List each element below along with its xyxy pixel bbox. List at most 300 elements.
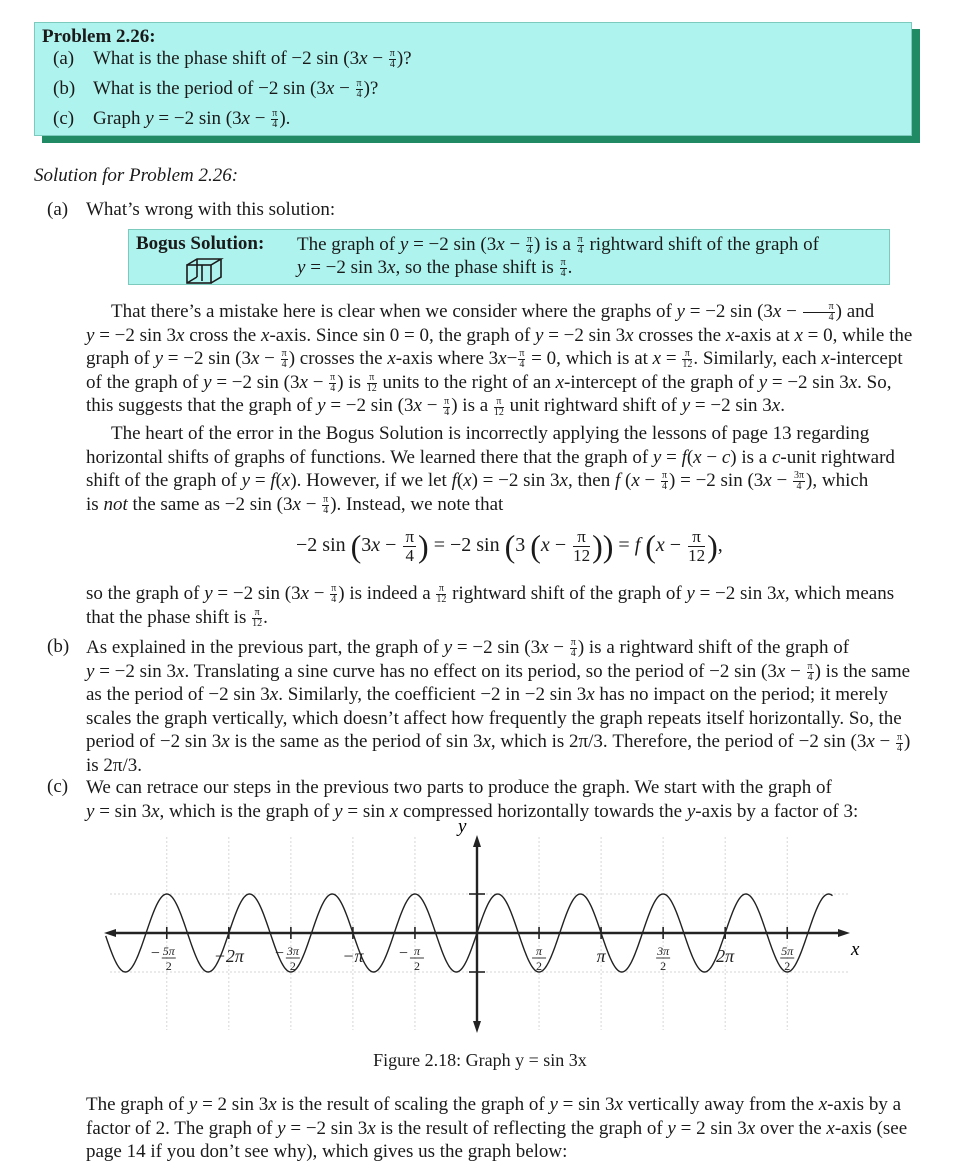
text: The heart of the error in the Bogus Solution is incorrectly applying the lessons of page 13 regarding xyxy=(111,423,870,444)
var: y xyxy=(681,395,691,417)
text: = 2 sin 3 xyxy=(197,1094,269,1115)
var: x xyxy=(848,371,858,393)
text: = −2 sin 3 xyxy=(543,324,626,346)
text: the same as −2 sin (3 xyxy=(127,493,293,515)
num: π xyxy=(356,78,362,90)
text: vertically away from the xyxy=(622,1094,819,1115)
x-tick-label-den: 2 xyxy=(536,959,543,973)
emphasis: not xyxy=(103,493,128,515)
num: π xyxy=(570,637,576,649)
text: period of −2 sin 3 xyxy=(86,731,222,753)
text: ). xyxy=(279,108,291,129)
num: π xyxy=(494,397,504,408)
var: x xyxy=(387,348,396,370)
text: = −2 sin (3 xyxy=(212,583,301,604)
var: x xyxy=(299,371,308,393)
den: 4 xyxy=(796,481,802,493)
text: = −2 sin (3 xyxy=(163,348,251,370)
var: y xyxy=(86,800,95,822)
part-c-label: (c) xyxy=(47,776,69,797)
text: -axis by a factor of 3: xyxy=(695,800,859,822)
num: π xyxy=(526,234,532,246)
var: x xyxy=(625,324,634,346)
text: = xyxy=(250,470,271,492)
text: − xyxy=(664,534,687,557)
fraction xyxy=(322,495,329,516)
var: y xyxy=(676,301,685,322)
text: is the result of scaling the graph of xyxy=(276,1094,550,1115)
text: over the xyxy=(755,1117,827,1139)
text: 3 xyxy=(515,534,526,557)
fraction xyxy=(330,584,337,605)
text: , which is the graph of xyxy=(159,800,335,822)
num: π xyxy=(272,108,278,120)
den: 4 xyxy=(570,648,576,660)
text: -intercept xyxy=(829,348,903,370)
text: − xyxy=(701,446,722,468)
num: π xyxy=(367,373,377,384)
x-tick-label-num: π xyxy=(413,944,420,958)
text: = xyxy=(661,348,682,370)
text: ) crosses the xyxy=(288,348,388,370)
var: x xyxy=(292,493,301,515)
var: x xyxy=(826,1117,835,1139)
num: π xyxy=(577,234,583,246)
var: x xyxy=(371,534,381,557)
text: That there’s a mistake here is clear when we consider where the graphs of xyxy=(111,301,677,322)
num: π xyxy=(682,349,692,360)
text: What is the phase shift of −2 sin (3 xyxy=(93,48,360,69)
x-tick-label: −π xyxy=(342,946,364,966)
text: horizontal shifts of graphs of functions. We learned there that the graph of xyxy=(86,446,653,468)
den: 4 xyxy=(389,59,395,71)
text: has no impact on the period; it merely xyxy=(594,684,889,706)
x-tick-label-minus: − xyxy=(150,945,160,962)
den: 12 xyxy=(366,382,377,394)
text: = −2 sin (3 xyxy=(153,108,242,129)
var: x xyxy=(794,324,803,346)
fraction xyxy=(389,49,396,70)
sine-graph xyxy=(0,815,960,1045)
var: y xyxy=(667,1117,676,1139)
text: . Similarly, the coefficient −2 in −2 sin 3 xyxy=(278,684,587,706)
text: = xyxy=(661,446,682,468)
num: π xyxy=(688,528,705,547)
part-a-intro: What’s wrong with this solution: xyxy=(86,199,336,220)
text: . xyxy=(780,395,785,417)
var: y xyxy=(686,800,696,822)
x-axis-arrow-left xyxy=(104,929,116,937)
x-tick-label-den: 2 xyxy=(660,959,667,973)
var: x xyxy=(269,684,279,706)
num: 3π xyxy=(793,470,805,482)
y-axis-arrow-down xyxy=(473,1021,481,1033)
var: y xyxy=(86,324,95,346)
var: y xyxy=(317,395,326,417)
num: π xyxy=(661,470,668,482)
text: , so the phase shift is xyxy=(395,257,559,279)
text: units to the right of an xyxy=(377,371,556,393)
den: 4 xyxy=(323,504,329,516)
den: 4 xyxy=(444,406,450,418)
text: = sin xyxy=(342,800,390,822)
x-axis-arrow-right xyxy=(838,929,850,937)
fraction xyxy=(526,235,533,256)
num: π xyxy=(519,348,525,360)
text: ( xyxy=(620,470,632,492)
text: compressed horizontally towards the xyxy=(398,800,687,822)
x-axis-label: x xyxy=(851,939,860,960)
fraction xyxy=(367,373,377,394)
text: − xyxy=(309,583,330,604)
var: x xyxy=(496,234,505,255)
num: π xyxy=(803,302,835,313)
fraction xyxy=(436,584,446,605)
text: graph of xyxy=(86,348,155,370)
problem-part-b xyxy=(53,78,378,100)
x-tick-label-minus: − xyxy=(274,945,284,962)
text: -axis by a xyxy=(827,1094,902,1115)
part-label: (b) xyxy=(53,78,76,99)
var: f xyxy=(451,470,457,492)
var: x xyxy=(176,324,185,346)
text: The graph of xyxy=(297,234,400,255)
text: shift of the graph of xyxy=(86,470,242,492)
part-b-text xyxy=(86,636,934,778)
text: = −2 sin 3 xyxy=(285,1117,368,1139)
text: . So, xyxy=(857,371,892,393)
text: − xyxy=(548,637,569,658)
text: − xyxy=(259,348,280,370)
text: What is the period of −2 sin (3 xyxy=(93,78,326,99)
text: of the graph of xyxy=(86,371,204,393)
den: 12 xyxy=(252,617,263,629)
var: x xyxy=(498,348,507,370)
part-label: (c) xyxy=(53,108,75,129)
x-tick-label-num: 3π xyxy=(286,944,299,958)
fraction xyxy=(443,397,450,418)
den: 4 xyxy=(405,546,414,565)
text: ) xyxy=(904,731,911,753)
fraction xyxy=(793,471,805,492)
x-tick-label-den: 2 xyxy=(784,959,791,973)
den: 4 xyxy=(281,359,287,371)
x-tick-label-den: 2 xyxy=(413,959,420,973)
bogus-text xyxy=(297,233,883,279)
var: x xyxy=(655,534,665,557)
den: 12 xyxy=(436,594,447,606)
paragraph-conclusion-a xyxy=(86,582,934,629)
fraction xyxy=(803,302,835,323)
paragraph-heart-of-error xyxy=(86,422,934,516)
var: y xyxy=(241,470,251,492)
var: x xyxy=(771,395,781,417)
text: = −2 sin 3 xyxy=(690,395,772,417)
text: − xyxy=(421,395,443,417)
x-tick-label-den: 2 xyxy=(289,959,296,973)
text: ). Instead, we note that xyxy=(330,493,504,515)
text: rightward shift of the graph of xyxy=(447,583,687,604)
part-label: (a) xyxy=(53,48,75,69)
x-tick-label-num: π xyxy=(536,944,543,958)
text: scales the graph vertically, which doesn’t affect how frequently the graph repeats itself horizontally. So, the xyxy=(86,707,902,729)
text: ) is the same xyxy=(814,660,911,682)
fraction xyxy=(281,349,288,370)
var: y xyxy=(188,1094,198,1115)
text: unit rightward shift of xyxy=(504,395,682,417)
var: y xyxy=(154,348,164,370)
var: x xyxy=(387,257,396,279)
var: f xyxy=(614,470,621,492)
var: x xyxy=(300,583,310,604)
text: so the graph of xyxy=(86,583,205,604)
text: that the phase shift is xyxy=(86,606,252,628)
text: = 2 sin 3 xyxy=(675,1117,747,1139)
var: x xyxy=(367,1117,376,1139)
text: = −2 sin xyxy=(428,534,500,557)
var: y xyxy=(297,257,306,279)
var: y xyxy=(399,234,409,255)
text: is the result of reflecting the graph of xyxy=(375,1117,668,1139)
fraction xyxy=(252,608,262,629)
var: x xyxy=(250,348,260,370)
y-axis-label: y xyxy=(458,816,467,837)
den: 4 xyxy=(519,359,525,371)
num: π xyxy=(281,348,287,360)
text: = 0, while the xyxy=(802,324,913,346)
var: y xyxy=(277,1117,286,1139)
text: ) is a rightward shift of the graph of xyxy=(577,637,850,658)
text: We can retrace our steps in the previous two parts to produce the graph. We start with the graph of xyxy=(86,777,832,798)
text: , then xyxy=(567,470,615,492)
text: ) and xyxy=(835,301,875,322)
x-tick-label-den: 2 xyxy=(165,959,172,973)
text: 3 xyxy=(361,534,372,557)
text: . xyxy=(567,257,573,279)
text: − xyxy=(639,470,660,492)
text: − xyxy=(506,348,518,370)
var: x xyxy=(772,301,782,322)
text: as the period of −2 sin 3 xyxy=(86,684,270,706)
var: x xyxy=(463,470,472,492)
var: y xyxy=(549,1094,558,1115)
text: -unit rightward xyxy=(780,446,895,468)
x-tick-label-minus: − xyxy=(398,945,408,962)
text: ). However, if we let xyxy=(290,470,452,492)
text: ) is xyxy=(337,371,366,393)
var: y xyxy=(686,583,695,604)
var: x xyxy=(389,800,399,822)
var: x xyxy=(776,660,786,682)
paragraph-mistake xyxy=(86,300,934,418)
text: − xyxy=(874,731,895,753)
var: x xyxy=(763,470,772,492)
x-tick-label-num: 5π xyxy=(781,944,794,958)
text: − xyxy=(367,48,388,69)
text: = −2 sin 3 xyxy=(94,660,177,682)
text: crosses the xyxy=(633,324,726,346)
text: ( xyxy=(456,470,464,492)
var: x xyxy=(652,348,662,370)
text: page 14 if you don’t see why), which gives us the graph below: xyxy=(86,1141,568,1163)
var: x xyxy=(359,48,368,69)
fraction xyxy=(682,349,692,370)
text: = −2 sin 3 xyxy=(767,371,849,393)
text: -intercept of the graph of xyxy=(564,371,759,393)
bogus-title: Bogus Solution: xyxy=(136,233,265,254)
text: -axis where 3 xyxy=(395,348,499,370)
text: , which means xyxy=(784,583,895,604)
fraction xyxy=(661,471,668,492)
fraction xyxy=(271,109,278,130)
text: rightward shift of the graph of xyxy=(584,234,820,255)
text: − xyxy=(300,493,322,515)
var: x xyxy=(325,78,335,99)
text: = −2 sin (3 xyxy=(211,371,300,393)
num: π xyxy=(807,660,813,672)
fraction xyxy=(356,79,363,100)
text: − xyxy=(307,371,329,393)
var: x xyxy=(818,1094,828,1115)
var: f xyxy=(270,470,276,492)
var: x xyxy=(555,371,565,393)
text: − xyxy=(334,78,355,99)
text: . Translating a sine curve has no effect on its period, so the period of −2 sin (3 xyxy=(184,660,777,682)
text: = −2 sin (3 xyxy=(684,301,773,322)
text: ) is a xyxy=(451,395,493,417)
den: 4 xyxy=(330,382,336,394)
den: 12 xyxy=(682,359,693,371)
text: ) = −2 sin (3 xyxy=(669,470,764,492)
axes xyxy=(104,835,850,1033)
text: = −2 sin 3 xyxy=(305,257,388,279)
text: −2 sin xyxy=(296,534,346,557)
x-tick-label: π xyxy=(596,946,606,966)
num: π xyxy=(389,48,395,60)
var: x xyxy=(540,637,549,658)
num: π xyxy=(331,583,337,595)
text: ( xyxy=(275,470,282,492)
den: 4 xyxy=(807,671,813,683)
problem-part-c xyxy=(53,108,290,130)
text: -axis (see xyxy=(834,1117,908,1139)
var: x xyxy=(482,731,491,753)
num: π xyxy=(436,584,446,595)
x-tick-label-num: 3π xyxy=(657,944,670,958)
text: is xyxy=(86,493,104,515)
text: − xyxy=(380,534,402,557)
text: cross the xyxy=(184,324,261,346)
text: factor of 2. The graph of xyxy=(86,1117,278,1139)
den: 4 xyxy=(272,119,278,131)
text: − xyxy=(781,301,802,322)
text: -axis. Since sin 0 = 0, the graph of xyxy=(269,324,536,346)
text: ) is a xyxy=(533,234,576,255)
text: )? xyxy=(396,48,412,69)
text: is 2π/3. xyxy=(86,754,143,776)
x-tick-label: 2π xyxy=(716,946,735,966)
figure-caption: Figure 2.18: Graph y = sin 3x xyxy=(373,1050,587,1070)
var: x xyxy=(586,684,595,706)
den: 4 xyxy=(560,268,566,280)
var: x xyxy=(866,731,875,753)
text: -axis at xyxy=(734,324,795,346)
num: π xyxy=(573,528,590,547)
part-a-label: (a) xyxy=(47,199,69,220)
den: 12 xyxy=(688,546,706,565)
var: c xyxy=(771,446,781,468)
y-axis-arrow-up xyxy=(473,835,481,847)
part-b-label: (b) xyxy=(47,636,70,657)
text: ) = −2 sin 3 xyxy=(471,470,560,492)
var: x xyxy=(261,324,270,346)
den: 4 xyxy=(356,89,362,101)
var: x xyxy=(241,108,251,129)
x-tick-label-num: 5π xyxy=(162,944,175,958)
var: x xyxy=(693,446,702,468)
fraction xyxy=(688,528,705,565)
var: x xyxy=(725,324,735,346)
text: ) is indeed a xyxy=(338,583,436,604)
fraction xyxy=(577,235,584,256)
text: , which is 2π/3. Therefore, the period of −2 sin (3 xyxy=(490,731,867,753)
var: y xyxy=(86,660,95,682)
paragraph-final xyxy=(86,1093,934,1164)
solution-title: Solution for Problem 2.26: xyxy=(34,165,239,186)
text: − xyxy=(785,660,806,682)
num: π xyxy=(896,731,903,743)
fraction xyxy=(494,397,504,418)
text: = 0, which is at xyxy=(526,348,653,370)
text: = sin 3 xyxy=(94,800,152,822)
var: x xyxy=(821,348,830,370)
var: f xyxy=(681,446,687,468)
text: )? xyxy=(363,78,379,99)
text: is the same as the period of sin 3 xyxy=(229,731,483,753)
num: π xyxy=(323,493,329,505)
num: π xyxy=(330,371,336,383)
text: = −2 sin (3 xyxy=(452,637,541,658)
fraction xyxy=(807,662,814,683)
text: − xyxy=(250,108,271,129)
num: π xyxy=(405,527,415,546)
var: x xyxy=(614,1094,623,1115)
text: Graph xyxy=(93,108,146,129)
text: = sin 3 xyxy=(557,1094,615,1115)
var: y xyxy=(204,583,213,604)
text: = −2 sin 3 xyxy=(694,583,777,604)
var: x xyxy=(413,395,422,417)
x-tick-label: −2π xyxy=(213,946,244,966)
text: = −2 sin (3 xyxy=(325,395,414,417)
var: y xyxy=(535,324,544,346)
cube-icon xyxy=(185,257,225,285)
num: π xyxy=(444,395,450,407)
var: y xyxy=(443,637,453,658)
text: = −2 sin 3 xyxy=(94,324,177,346)
problem-title: Problem 2.26: xyxy=(42,26,156,47)
var: c xyxy=(721,446,731,468)
text: this suggests that the graph of xyxy=(86,395,318,417)
text: ), which xyxy=(806,470,869,492)
var: x xyxy=(776,583,785,604)
var: x xyxy=(540,534,550,557)
text: − xyxy=(771,470,792,492)
den: 4 xyxy=(828,312,834,324)
text: − xyxy=(549,534,572,557)
den: 12 xyxy=(493,406,504,418)
num: π xyxy=(560,257,566,269)
